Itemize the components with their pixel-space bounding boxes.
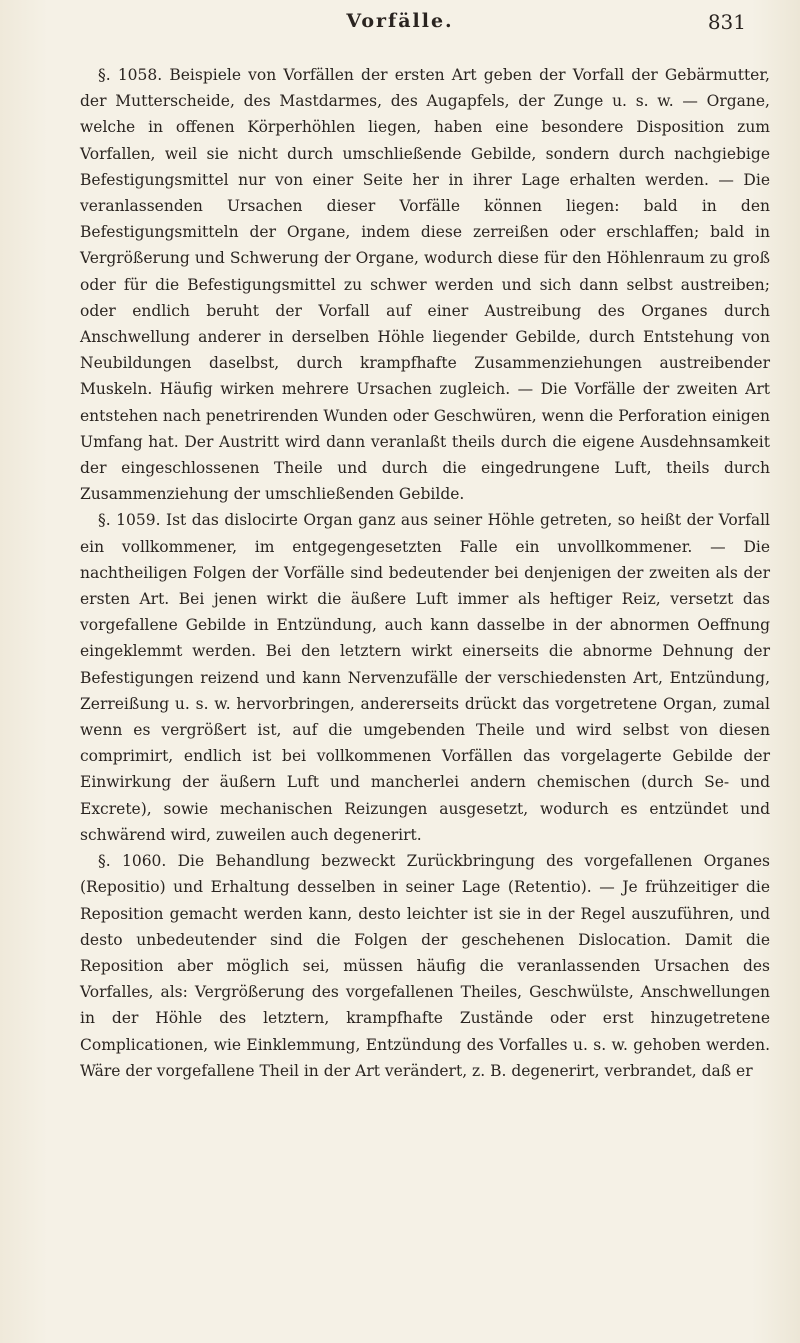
page-number: 831 [707,10,746,34]
page-header [60,10,746,46]
paragraph-1058: §. 1058. Beispiele von Vorfällen der ersten Art geben der Vorfall der Gebärmutter, der Mutterscheide, des Mastdarmes, des Augapfels, der Zunge u. s. w. — Organe, welche in offenen Körperhöhlen liegen, haben eine besondere Disposition zum Vorfallen, weil sie nicht durch umschließende Gebilde, sondern durch nachgiebige Befestigungsmittel nur von einer Seite her in ihrer Lage erhalten werden. — Die veranlassenden Ursachen dieser Vorfälle können liegen: bald in den Befestigungsmitteln der Organe, indem diese zerreißen oder erschlaffen; bald in Vergrößerung und Schwerung der Organe, wodurch diese für den Höhlenraum zu groß oder für die Befestigungsmittel zu schwer werden und sich dann selbst austreiben; oder endlich beruht der Vorfall auf einer Austreibung des Organes durch Anschwellung anderer in derselben Höhle liegender Gebilde, durch Entstehung von Neubildungen daselbst, durch krampfhafte Zusammenziehungen austreibender Muskeln. Häufig wirken mehrere Ursachen zugleich. — Die Vorfälle der zweiten Art entstehen nach penetrirenden Wunden oder Geschwüren, wenn die Perforation einigen Umfang hat. Der Austritt wird dann veranlaßt theils durch die eigene Ausdehnsamkeit der eingeschlossenen Theile und durch die eingedrungene Luft, theils durch Zusammenziehung der umschließenden Gebilde. [80,66,770,504]
paragraph-1060: §. 1060. Die Behandlung bezweckt Zurückbringung des vorgefallenen Organes (Repositio) und Erhaltung desselben in seiner Lage (Retentio). — Je frühzeitiger die Reposition gemacht werden kann, desto leichter ist sie in der Regel auszuführen, und desto unbedeutender sind die Folgen der geschehenen Dislocation. Damit die Reposition aber möglich sei, müssen häufig die veranlassenden Ursachen des Vorfalles, als: Vergrößerung des vorgefallenen Theiles, Geschwülste, Anschwellungen in der Höhle des letztern, krampfhafte Zustände oder erst hinzugetretene Complicationen, wie Einklemmung, Entzündung des Vorfalles u. s. w. gehoben werden. Wäre der vorgefallene Theil in der Art verändert, z. B. degenerirt, verbrandet, daß er [80,852,770,1080]
body-text [80,62,770,1084]
paragraph-1059: §. 1059. Ist das dislocirte Organ ganz aus seiner Höhle getreten, so heißt der Vorfall ein vollkommener, im entgegengesetzten Falle ein unvollkommener. — Die nachtheiligen Folgen der Vorfälle sind bedeutender bei denjenigen der zweiten als der ersten Art. Bei jenen wirkt die äußere Luft immer als heftiger Reiz, versetzt das vorgefallene Gebilde in Entzündung, auch kann dasselbe in der abnormen Oeffnung eingeklemmt werden. Bei den letztern wirkt einerseits die abnorme Dehnung der Befestigungen reizend und kann Nervenzufälle der verschiedensten Art, Entzündung, Zerreißung u. s. w. hervorbringen, andererseits drückt das vorgetretene Organ, zumal wenn es vergrößert ist, auf die umgebenden Theile und wird selbst von diesen comprimirt, endlich ist bei vollkommenen Vorfällen das vorgelagerte Gebilde der Einwirkung der äußern Luft und mancherlei andern chemischen (durch Se- und Excrete), sowie mechanischen Reizungen ausgesetzt, wodurch es entzündet und schwärend wird, zuweilen auch degenerirt. [80,511,770,844]
running-head: Vorfälle. [346,10,454,32]
